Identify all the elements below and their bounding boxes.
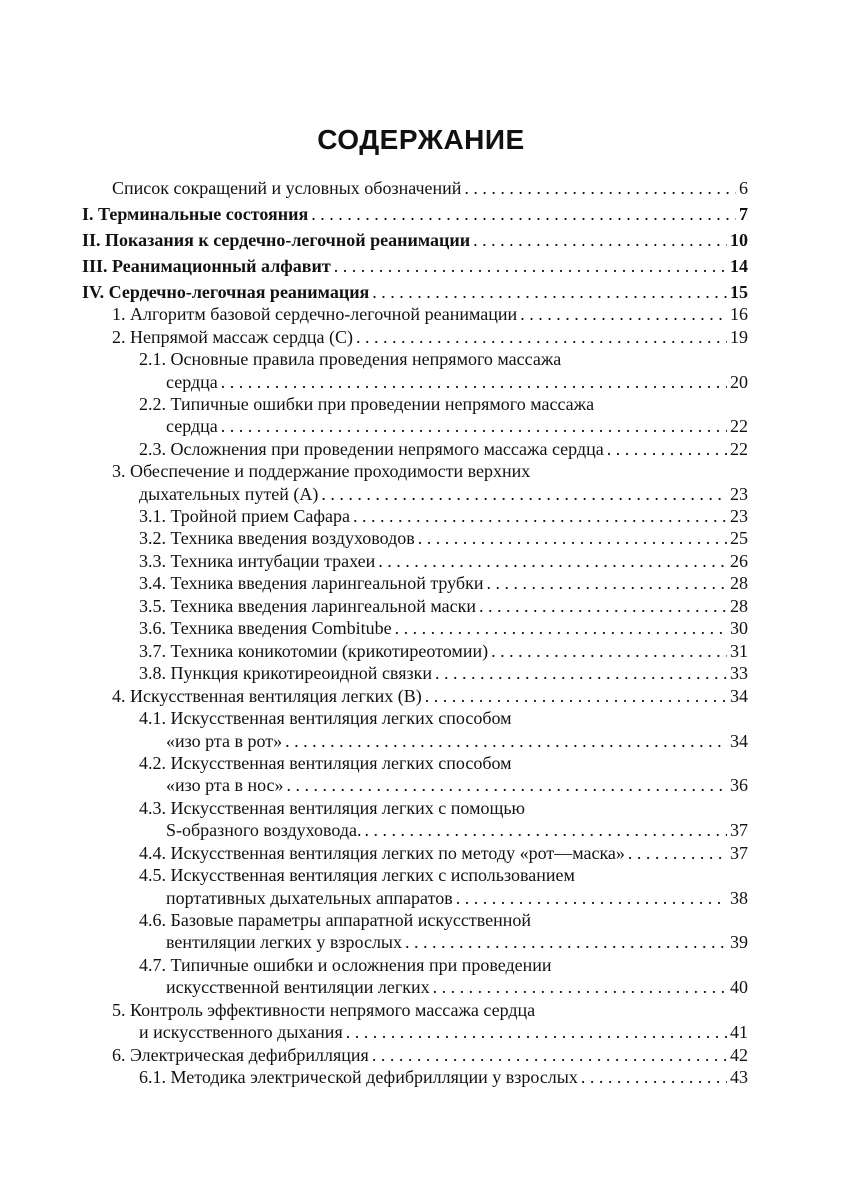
dot-leader [364,819,727,841]
toc-entry-page: 43 [730,1067,748,1087]
toc-entry [166,976,748,998]
toc-entry [139,527,748,549]
toc-entry-first-line: 4.5. Искусственная вентиляция легких с использованием [139,865,575,885]
toc-entry-label: 3.2. Техника введения воздуховодов [139,528,415,548]
dot-leader [405,931,727,953]
toc-entry [139,617,748,639]
dot-leader [353,505,727,527]
page-title: СОДЕРЖАНИЕ [317,124,525,155]
dot-leader [285,730,727,752]
toc-entry-page: 7 [739,204,748,224]
toc-entry-page: 41 [730,1022,748,1042]
toc-entry-label: 4.4. Искусственная вентиляция легких по методу «рот—маска» [139,843,625,863]
toc-entry [166,931,748,953]
toc-entry-label: 2.3. Осложнения при проведении непрямого массажа сердца [139,439,604,459]
toc-entry [82,255,748,277]
toc-entry [139,483,748,505]
toc-entry-label: 3.3. Техника интубации трахеи [139,551,376,571]
dot-leader [479,595,727,617]
toc-entry [82,229,748,251]
dot-leader [378,550,727,572]
toc-entry-page: 28 [730,596,748,616]
toc-entry-label: 3.8. Пункция крикотиреоидной связки [139,663,432,683]
dot-leader [287,774,727,796]
toc-entry-page: 34 [730,731,748,751]
toc-entry-page: 34 [730,686,748,706]
toc-entry-page: 23 [730,506,748,526]
toc-entry-first-line: 4.6. Базовые параметры аппаратной искусственной [139,910,531,930]
toc-entry-label: 2. Непрямой массаж сердца (С) [112,327,354,347]
toc-entry-label: 3.7. Техника коникотомии (крикотиреотомии) [139,641,489,661]
toc-entry-label: IV. Сердечно-легочная реанимация [82,282,370,302]
toc-entry-label: S-образного воздуховода. [166,820,362,840]
toc-entry-label: и искусственного дыхания [139,1022,343,1042]
toc-entry [139,640,748,662]
toc-entry [112,1044,748,1066]
dot-leader [520,303,727,325]
toc-entry-label: портативных дыхательных аппаратов [166,888,453,908]
dot-leader [346,1021,727,1043]
toc-entry-first-line: 4.2. Искусственная вентиляция легких способом [139,753,512,773]
toc-entry-label: 3.1. Тройной прием Сафара [139,506,350,526]
toc-entry-page: 36 [730,775,748,795]
toc-entry-first-line: 4.1. Искусственная вентиляция легких способом [139,708,512,728]
toc-entry-page: 14 [730,256,748,276]
toc-entry [166,774,748,796]
toc-entry-first-line: 4.7. Типичные ошибки и осложнения при проведении [139,955,552,975]
toc-entry [139,595,748,617]
toc-entry-label: I. Терминальные состояния [82,204,309,224]
dot-leader [221,415,727,437]
toc-entry-label: вентиляции легких у взрослых [166,932,403,952]
toc-entry [139,550,748,572]
toc-entry-label: 3.6. Техника введения Combitube [139,618,392,638]
dot-leader [334,255,727,277]
toc-entry [112,303,748,325]
toc-entry-label: 3.5. Техника введения ларингеальной маски [139,596,476,616]
toc-entry [139,438,748,460]
toc-entry-label: 1. Алгоритм базовой сердечно-легочной реанимации [112,304,518,324]
toc-entry-page: 10 [730,230,748,250]
toc-entry-page: 40 [730,977,748,997]
toc-entry-label: 4. Искусственная вентиляция легких (В) [112,686,422,706]
dot-leader [491,640,727,662]
dot-leader [395,617,727,639]
dot-leader [372,1044,727,1066]
toc-entry-first-line: 2.1. Основные правила проведения непрямого массажа [139,349,562,369]
toc-entry-page: 28 [730,573,748,593]
toc-entry-label: III. Реанимационный алфавит [82,256,331,276]
dot-leader [321,483,727,505]
toc-entry-label: дыхательных путей (А) [139,484,319,504]
toc-entry [139,572,748,594]
toc-entry [112,177,748,199]
dot-leader [311,203,736,225]
toc-entry-label: Список сокращений и условных обозначений [112,178,462,198]
toc-entry [139,505,748,527]
toc-entry [139,1066,748,1088]
dot-leader [628,842,727,864]
toc-entry-label: 6. Электрическая дефибрилляция [112,1045,369,1065]
toc-entry-page: 20 [730,372,748,392]
dot-leader [425,685,727,707]
toc-entry-page: 23 [730,484,748,504]
toc-entry-page: 15 [730,282,748,302]
toc-entry [166,371,748,393]
toc-entry-label: 6.1. Методика электрической дефибрилляции у взрослых [139,1067,578,1087]
toc-entry [82,203,748,225]
toc-entry-label: искусственной вентиляции легких [166,977,430,997]
toc-entry-page: 39 [730,932,748,952]
toc-entry [139,842,748,864]
dot-leader [435,662,727,684]
toc-entry-page: 16 [730,304,748,324]
toc-entry-label: 3.4. Техника введения ларингеальной трубки [139,573,484,593]
toc-entry-first-line: 2.2. Типичные ошибки при проведении непрямого массажа [139,394,595,414]
toc-entry [166,887,748,909]
dot-leader [356,326,727,348]
toc-entry-page: 6 [739,178,748,198]
toc-entry-page: 22 [730,439,748,459]
toc-entry-page: 25 [730,528,748,548]
toc-entry [166,730,748,752]
toc-entry [112,326,748,348]
toc-entry-first-line: 5. Контроль эффективности непрямого массажа сердца [112,1000,536,1020]
toc-entry-page: 37 [730,843,748,863]
dot-leader [581,1066,727,1088]
toc-entry-page: 37 [730,820,748,840]
toc-entry-page: 22 [730,416,748,436]
dot-leader [456,887,727,909]
dot-leader [433,976,727,998]
toc-entry-label: сердца [166,416,218,436]
toc-entry [139,1021,748,1043]
toc-entry-page: 30 [730,618,748,638]
dot-leader [473,229,727,251]
toc-entry-page: 31 [730,641,748,661]
dot-leader [418,527,727,549]
toc-entry-page: 19 [730,327,748,347]
dot-leader [221,371,727,393]
toc-entry-page: 26 [730,551,748,571]
toc-entry-page: 42 [730,1045,748,1065]
toc-entry-label: «изо рта в нос» [166,775,284,795]
toc-entry-page: 38 [730,888,748,908]
dot-leader [486,572,727,594]
toc-entry-first-line: 4.3. Искусственная вентиляция легких с помощью [139,798,525,818]
toc-entry [139,662,748,684]
toc-entry-first-line: 3. Обеспечение и поддержание проходимости верхних [112,461,531,481]
toc-entry-label: II. Показания к сердечно-легочной реанимации [82,230,471,250]
toc-entry [166,819,748,841]
toc-entry-label: сердца [166,372,218,392]
dot-leader [372,281,727,303]
toc-entry [166,415,748,437]
toc-entry-label: «изо рта в рот» [166,731,283,751]
toc-entry-page: 33 [730,663,748,683]
toc-entry [82,281,748,303]
dot-leader [464,177,736,199]
toc-entry [112,685,748,707]
dot-leader [607,438,727,460]
